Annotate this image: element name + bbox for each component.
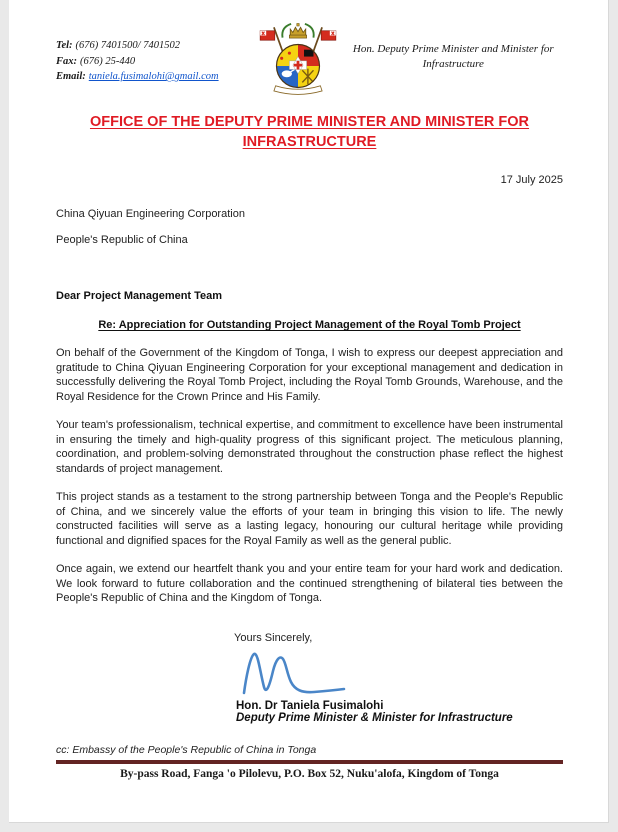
office-holder-title: Hon. Deputy Prime Minister and Minister for Infrastructure bbox=[352, 43, 554, 70]
footer-address: By-pass Road, Fanga 'o Pilolevu, P.O. Box 52, Nuku'alofa, Kingdom of Tonga bbox=[120, 767, 499, 780]
letter-date: 17 July 2025 bbox=[500, 174, 563, 186]
fax-line: Fax: (676) 25-440 bbox=[56, 55, 136, 67]
subject-line: Re: Appreciation for Outstanding Project Management of the Royal Tomb Project bbox=[98, 319, 521, 331]
body-paragraph-4: Once again, we extend our heartfelt thank you and your entire team for your hard work and dedication. We look forward to future collaboration and the continued strengthening of bilateral ties between the People's Republic of China and the Kingdom of Tonga. bbox=[56, 563, 563, 604]
closing-phrase: Yours Sincerely, bbox=[234, 631, 313, 644]
tonga-coat-of-arms-icon bbox=[253, 20, 344, 100]
body-paragraph-2: Your team's professionalism, technical expertise, and commitment to excellence have been instrumental in ensuring the timely and high-quality progress of this significant project. The meticulous planning, coordination, and problem-solving demonstrated throughout the construction phase reflect the highest standards of project management. bbox=[56, 419, 563, 475]
salutation: Dear Project Management Team bbox=[56, 290, 223, 302]
body-paragraph-3: This project stands as a testament to the strong partnership between Tonga and the People's Republic of China, and we sincerely value the efforts of your team in bringing this vision to life. The newly constructed facilities will serve as a lasting legacy, honouring our cultural heritage while providing functional and dignified spaces for the Royal Family as well as the general public. bbox=[56, 491, 563, 547]
letterhead bbox=[56, 0, 563, 100]
email-line: Email: taniela.fusimalohi@gmail.com bbox=[56, 71, 219, 82]
letter-page bbox=[9, 0, 609, 823]
signature-scribble-icon bbox=[238, 648, 350, 696]
recipient-name: China Qiyuan Engineering Corporation bbox=[56, 208, 245, 220]
contact-info bbox=[56, 38, 253, 100]
recipient-country: People's Republic of China bbox=[56, 234, 188, 246]
signatory-title: Deputy Prime Minister & Minister for Infrastructure bbox=[236, 711, 513, 724]
cc-line: cc: Embassy of the People's Republic of China in Tonga bbox=[56, 743, 317, 756]
tel-line: Tel: (676) 7401500/ 7401502 bbox=[56, 40, 180, 51]
signatory-name: Hon. Dr Taniela Fusimalohi bbox=[236, 699, 384, 712]
body-paragraph-1: On behalf of the Government of the Kingdom of Tonga, I wish to express our deepest appreciation and gratitude to China Qiyuan Engineering Corporation for your exceptional management and dedication in successfully delivering the Royal Tomb Project, including the Royal Tomb Grounds, Warehouse, and the Royal Residence for the Crown Prince and His Family. bbox=[56, 347, 563, 403]
office-heading: OFFICE OF THE DEPUTY PRIME MINISTER AND MINISTER FOR INFRASTRUCTURE bbox=[89, 114, 530, 150]
email-link[interactable]: taniela.fusimalohi@gmail.com bbox=[88, 71, 219, 82]
footer-divider bbox=[56, 760, 563, 764]
